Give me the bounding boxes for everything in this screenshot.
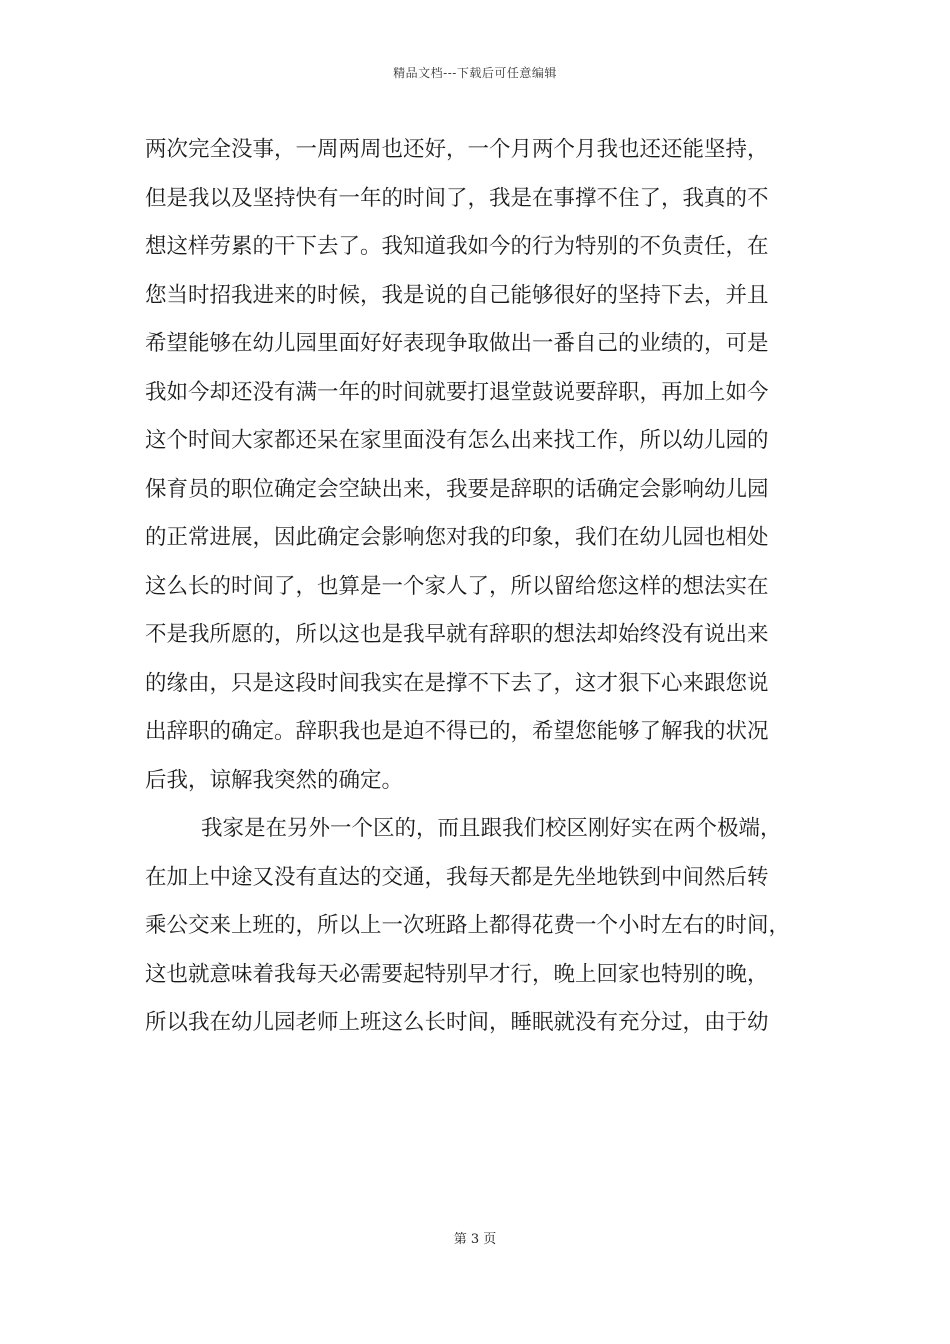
text-line: 的正常进展，因此确定会影响您对我的印象，我们在幼儿园也相处 <box>145 525 769 550</box>
text-line: 的缘由，只是这段时间我实在是撑不下去了，这才狠下心来跟您说 <box>145 670 769 696</box>
text-line: 但是我以及坚持快有一年的时间了，我是在事撑不住了，我真的不 <box>145 185 769 211</box>
text-line: 希望能够在幼儿园里面好好表现争取做出一番自己的业绩的，可是 <box>145 331 769 356</box>
text-line: 不是我所愿的，所以这也是我早就有辞职的想法却始终没有说出来 <box>145 622 769 647</box>
text-line: 保育员的职位确定会空缺出来，我要是辞职的话确定会影响幼儿园 <box>145 476 769 502</box>
paragraph-start-line: 我家是在另外一个区的，而且跟我们校区刚好实在两个极端， <box>201 816 782 841</box>
text-line: 在加上中途又没有直达的交通，我每天都是先坐地铁到中间然后转 <box>145 864 769 890</box>
text-line: 出辞职的确定。辞职我也是迫不得已的，希望您能够了解我的状况 <box>145 719 769 744</box>
text-line: 所以我在幼儿园老师上班这么长时间，睡眠就没有充分过，由于幼 <box>145 1010 769 1035</box>
text-line: 这么长的时间了，也算是一个家人了，所以留给您这样的想法实在 <box>145 573 769 599</box>
text-line: 乘公交来上班的，所以上一次班路上都得花费一个小时左右的时间， <box>145 913 791 938</box>
text-line: 我如今却还没有满一年的时间就要打退堂鼓说要辞职，再加上如今 <box>145 379 769 405</box>
text-line: 两次完全没事，一周两周也还好，一个月两个月我也还还能坚持， <box>145 137 769 162</box>
text-line: 后我，谅解我突然的确定。 <box>145 767 404 793</box>
document-body <box>145 126 817 1048</box>
page-number: 第 3 页 <box>453 1232 497 1247</box>
text-line: 这也就意味着我每天必需要起特别早才行，晚上回家也特别的晚， <box>145 961 769 987</box>
text-line: 想这样劳累的干下去了。我知道我如今的行为特别的不负责任，在 <box>145 234 769 259</box>
text-line: 这个时间大家都还呆在家里面没有怎么出来找工作，所以幼儿园的 <box>145 428 769 453</box>
page-header: 精品文档---下载后可任意编辑 <box>393 66 557 80</box>
text-line: 您当时招我进来的时候，我是说的自己能够很好的坚持下去，并且 <box>145 282 769 308</box>
